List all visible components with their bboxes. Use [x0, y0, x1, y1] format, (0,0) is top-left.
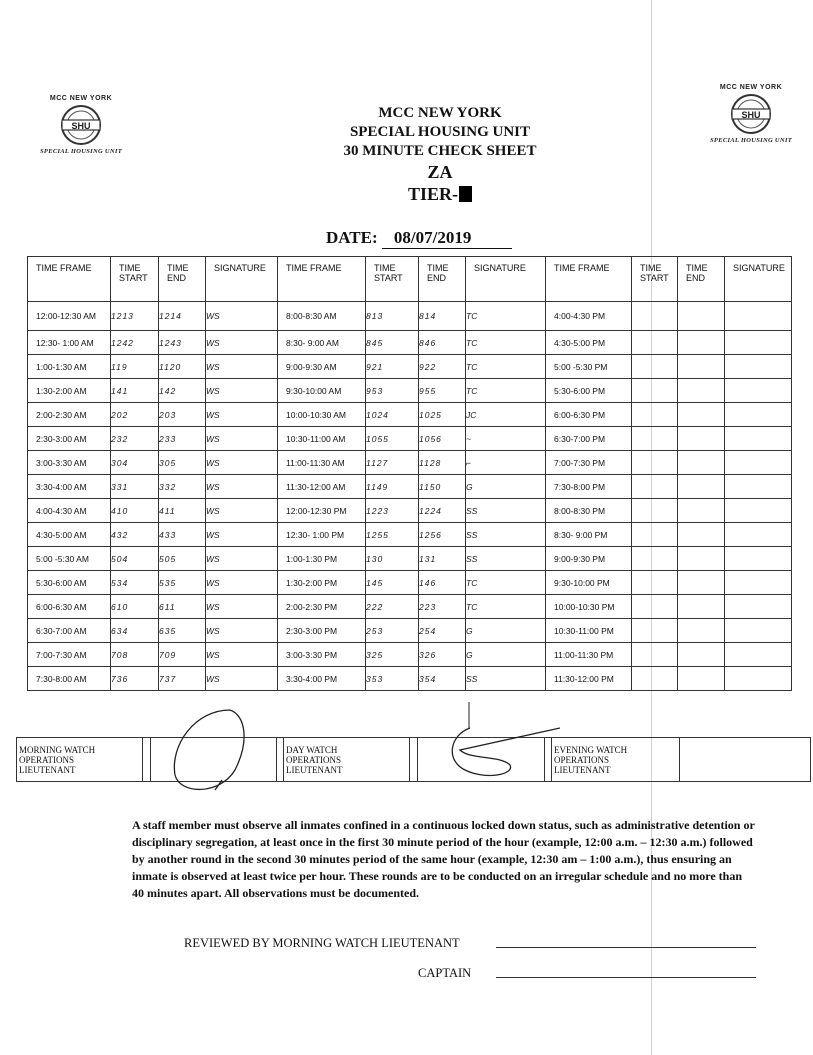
signature-cell[interactable] — [725, 403, 792, 427]
signature-cell[interactable]: SS — [466, 667, 546, 691]
time-start-cell[interactable] — [632, 571, 678, 595]
time-start-cell[interactable]: 410 — [111, 499, 159, 523]
time-start-cell[interactable] — [632, 331, 678, 355]
table-row — [28, 331, 792, 355]
time-start-cell[interactable]: 1255 — [366, 523, 419, 547]
col-time-start: TIME START — [632, 257, 678, 302]
time-end-cell[interactable]: 433 — [159, 523, 206, 547]
time-end-cell[interactable]: 1214 — [159, 302, 206, 331]
time-start-cell[interactable]: 253 — [366, 619, 419, 643]
time-start-cell[interactable] — [632, 355, 678, 379]
time-frame-cell: 12:30- 1:00 PM — [278, 523, 366, 547]
time-start-cell[interactable]: 1213 — [111, 302, 159, 331]
time-start-cell[interactable]: 232 — [111, 427, 159, 451]
time-start-cell[interactable]: 634 — [111, 619, 159, 643]
time-start-cell[interactable] — [632, 302, 678, 331]
shu-emblem-icon — [729, 93, 773, 135]
time-frame-cell: 7:30-8:00 AM — [28, 667, 111, 691]
signature-cell[interactable]: WS — [206, 643, 278, 667]
time-end-cell[interactable]: 846 — [419, 331, 466, 355]
time-frame-cell: 3:00-3:30 AM — [28, 451, 111, 475]
time-frame-cell: 11:30-12:00 PM — [546, 667, 632, 691]
time-frame-cell: 3:00-3:30 PM — [278, 643, 366, 667]
col-time-end: TIME END — [159, 257, 206, 302]
time-end-cell[interactable]: 223 — [419, 595, 466, 619]
time-start-cell[interactable] — [632, 475, 678, 499]
logo-right — [706, 84, 796, 144]
signature-cell[interactable]: WS — [206, 379, 278, 403]
time-end-cell[interactable] — [678, 547, 725, 571]
time-start-cell[interactable]: 610 — [111, 595, 159, 619]
time-start-cell[interactable]: 119 — [111, 355, 159, 379]
signature-cell[interactable]: WS — [206, 302, 278, 331]
time-start-cell[interactable]: 202 — [111, 403, 159, 427]
time-frame-cell: 11:30-12:00 AM — [278, 475, 366, 499]
time-start-cell[interactable] — [632, 403, 678, 427]
time-end-cell[interactable]: 814 — [419, 302, 466, 331]
time-end-cell[interactable] — [678, 403, 725, 427]
time-end-cell[interactable] — [678, 523, 725, 547]
table-row — [28, 355, 792, 379]
signature-cell[interactable]: WS — [206, 667, 278, 691]
time-end-cell[interactable]: 326 — [419, 643, 466, 667]
signature-cell[interactable] — [725, 547, 792, 571]
time-frame-cell: 7:30-8:00 PM — [546, 475, 632, 499]
time-end-cell[interactable] — [678, 475, 725, 499]
time-end-cell[interactable]: 131 — [419, 547, 466, 571]
instructions-text: A staff member must observe all inmates confined in a continuous locked down status, such as administrative detention or disciplinary segregation, at least once in the first 30 minute period of the hour (example, 12:00 a.m. – 12:30 a.m.) followed by another round in the second 30 minutes period of the same hour (example, 12:30 am – 1:00 a.m.), thus ensuring an inmate is observed at least twice per hour. These rounds are to be conducted on an irregular schedule and no more than 40 minutes apart. All observations must be documented. — [132, 818, 755, 900]
time-start-cell[interactable]: 145 — [366, 571, 419, 595]
time-frame-cell: 9:00-9:30 AM — [278, 355, 366, 379]
time-start-cell[interactable]: 953 — [366, 379, 419, 403]
time-start-cell[interactable]: 331 — [111, 475, 159, 499]
signature-cell[interactable]: TC — [466, 571, 546, 595]
time-frame-cell: 5:00 -5:30 PM — [546, 355, 632, 379]
time-start-cell[interactable] — [632, 595, 678, 619]
time-frame-cell: 7:00-7:30 AM — [28, 643, 111, 667]
time-frame-cell: 6:30-7:00 AM — [28, 619, 111, 643]
watch-spacer — [143, 738, 151, 782]
signature-cell[interactable] — [725, 499, 792, 523]
time-frame-cell: 4:30-5:00 AM — [28, 523, 111, 547]
table-row — [28, 667, 792, 691]
table-row — [28, 379, 792, 403]
signature-cell[interactable] — [725, 619, 792, 643]
signature-cell[interactable]: SS — [466, 499, 546, 523]
signature-cell[interactable]: WS — [206, 331, 278, 355]
signature-cell[interactable]: WS — [206, 523, 278, 547]
time-frame-cell: 8:30- 9:00 AM — [278, 331, 366, 355]
time-frame-cell: 12:00-12:30 PM — [278, 499, 366, 523]
time-start-cell[interactable] — [632, 499, 678, 523]
time-end-cell[interactable] — [678, 427, 725, 451]
signature-cell[interactable] — [725, 331, 792, 355]
signature-cell[interactable] — [725, 667, 792, 691]
emblem-text: SHU — [71, 121, 91, 131]
signature-cell[interactable]: TC — [466, 331, 546, 355]
time-frame-cell: 6:00-6:30 PM — [546, 403, 632, 427]
date-label: DATE: — [326, 228, 378, 247]
time-frame-cell: 6:00-6:30 AM — [28, 595, 111, 619]
time-frame-cell: 1:00-1:30 PM — [278, 547, 366, 571]
time-frame-cell: 11:00-11:30 AM — [278, 451, 366, 475]
time-start-cell[interactable]: 534 — [111, 571, 159, 595]
signature-cell[interactable] — [725, 355, 792, 379]
time-frame-cell: 10:30-11:00 AM — [278, 427, 366, 451]
time-end-cell[interactable]: 1128 — [419, 451, 466, 475]
reviewed-by-label: REVIEWED BY MORNING WATCH LIEUTENANT — [184, 936, 460, 950]
logo-top-text: MCC NEW YORK — [719, 84, 783, 91]
time-end-cell[interactable]: 635 — [159, 619, 206, 643]
signature-cell[interactable]: WS — [206, 403, 278, 427]
logo-bottom-text: SPECIAL HOUSING UNIT — [40, 148, 122, 155]
time-end-cell[interactable] — [678, 571, 725, 595]
table-row — [28, 403, 792, 427]
time-end-cell[interactable]: 922 — [419, 355, 466, 379]
time-end-cell[interactable]: 611 — [159, 595, 206, 619]
time-frame-cell: 9:30-10:00 AM — [278, 379, 366, 403]
time-start-cell[interactable]: 1024 — [366, 403, 419, 427]
time-end-cell[interactable] — [678, 302, 725, 331]
time-start-cell[interactable]: 1149 — [366, 475, 419, 499]
signature-cell[interactable] — [725, 595, 792, 619]
watch-spacer — [277, 738, 284, 782]
tier-line — [290, 183, 590, 205]
time-frame-cell: 10:00-10:30 PM — [546, 595, 632, 619]
redaction-box — [459, 186, 472, 202]
time-start-cell[interactable]: 353 — [366, 667, 419, 691]
time-start-cell[interactable]: 141 — [111, 379, 159, 403]
time-start-cell[interactable]: 1242 — [111, 331, 159, 355]
col-signature: SIGNATURE — [206, 257, 278, 302]
signature-cell[interactable]: SS — [466, 523, 546, 547]
logo-left — [36, 95, 126, 155]
header-line2: SPECIAL HOUSING UNIT — [349, 124, 531, 140]
time-start-cell[interactable] — [632, 523, 678, 547]
time-end-cell[interactable] — [678, 667, 725, 691]
time-end-cell[interactable] — [678, 355, 725, 379]
date-value[interactable]: 08/07/2019 — [382, 228, 512, 249]
time-start-cell[interactable] — [632, 619, 678, 643]
time-start-cell[interactable]: 708 — [111, 643, 159, 667]
table-row — [28, 547, 792, 571]
table-row — [28, 571, 792, 595]
time-end-cell[interactable]: 142 — [159, 379, 206, 403]
time-end-cell[interactable]: 332 — [159, 475, 206, 499]
table-row — [28, 427, 792, 451]
time-frame-cell: 11:00-11:30 PM — [546, 643, 632, 667]
shu-emblem-icon — [59, 104, 103, 146]
time-frame-cell: 3:30-4:00 AM — [28, 475, 111, 499]
day-watch-label: DAY WATCH OPERATIONS LIEUTENANT — [284, 738, 410, 782]
signature-cell[interactable] — [725, 475, 792, 499]
captain-label: CAPTAIN — [418, 966, 472, 980]
time-end-cell[interactable]: 1256 — [419, 523, 466, 547]
table-row — [28, 643, 792, 667]
col-time-start: TIME START — [111, 257, 159, 302]
captain-signature-line[interactable] — [496, 977, 756, 978]
signature-cell[interactable]: TC — [466, 302, 546, 331]
signature-cell[interactable]: WS — [206, 595, 278, 619]
signature-cell[interactable]: G — [466, 619, 546, 643]
header-line1: MCC NEW YORK — [378, 105, 502, 121]
time-frame-cell: 8:00-8:30 PM — [546, 499, 632, 523]
col-time-end: TIME END — [419, 257, 466, 302]
table-row — [28, 523, 792, 547]
time-end-cell[interactable]: 955 — [419, 379, 466, 403]
signature-cell[interactable]: TC — [466, 595, 546, 619]
signature-cell[interactable]: WS — [206, 475, 278, 499]
time-start-cell[interactable] — [632, 547, 678, 571]
table-row — [28, 302, 792, 331]
signature-cell[interactable] — [725, 643, 792, 667]
time-frame-cell: 4:00-4:30 AM — [28, 499, 111, 523]
time-start-cell[interactable]: 504 — [111, 547, 159, 571]
time-start-cell[interactable]: 845 — [366, 331, 419, 355]
time-start-cell[interactable]: 222 — [366, 595, 419, 619]
watch-signatures — [16, 737, 811, 782]
time-frame-cell: 5:00 -5:30 AM — [28, 547, 111, 571]
col-time-frame: TIME FRAME — [28, 257, 111, 302]
signature-cell[interactable] — [725, 571, 792, 595]
time-end-cell[interactable] — [678, 499, 725, 523]
emblem-text: SHU — [741, 110, 761, 120]
time-frame-cell: 2:00-2:30 PM — [278, 595, 366, 619]
time-end-cell[interactable]: 737 — [159, 667, 206, 691]
signature-cell[interactable]: TC — [466, 355, 546, 379]
time-frame-cell: 5:30-6:00 PM — [546, 379, 632, 403]
time-frame-cell: 1:30-2:00 PM — [278, 571, 366, 595]
time-start-cell[interactable] — [632, 667, 678, 691]
date-line — [326, 228, 512, 249]
time-end-cell[interactable] — [678, 595, 725, 619]
time-end-cell[interactable]: 1056 — [419, 427, 466, 451]
col-signature: SIGNATURE — [725, 257, 792, 302]
time-end-cell[interactable]: 535 — [159, 571, 206, 595]
time-start-cell[interactable]: 921 — [366, 355, 419, 379]
signature-cell[interactable]: WS — [206, 547, 278, 571]
time-end-cell[interactable]: 1150 — [419, 475, 466, 499]
time-end-cell[interactable]: 1243 — [159, 331, 206, 355]
logo-bottom-text: SPECIAL HOUSING UNIT — [710, 137, 792, 144]
signature-cell[interactable]: ⌐ — [466, 451, 546, 475]
time-end-cell[interactable] — [678, 619, 725, 643]
time-start-cell[interactable]: 1127 — [366, 451, 419, 475]
time-start-cell[interactable] — [632, 427, 678, 451]
signature-cell[interactable]: SS — [466, 547, 546, 571]
time-start-cell[interactable] — [632, 643, 678, 667]
time-frame-cell: 7:00-7:30 PM — [546, 451, 632, 475]
col-time-end: TIME END — [678, 257, 725, 302]
stray-pen-mark — [466, 700, 472, 730]
time-start-cell[interactable]: 736 — [111, 667, 159, 691]
lieutenant-signature-line[interactable] — [496, 947, 756, 948]
col-time-frame: TIME FRAME — [278, 257, 366, 302]
time-frame-cell: 2:30-3:00 AM — [28, 427, 111, 451]
time-frame-cell: 10:30-11:00 PM — [546, 619, 632, 643]
time-end-cell[interactable] — [678, 379, 725, 403]
time-end-cell[interactable]: 709 — [159, 643, 206, 667]
time-frame-cell: 8:00-8:30 AM — [278, 302, 366, 331]
watch-spacer — [410, 738, 418, 782]
form-header — [290, 104, 590, 205]
evening-watch-label: EVENING WATCH OPERATIONS LIEUTENANT — [552, 738, 680, 782]
signature-cell[interactable] — [725, 379, 792, 403]
signature-cell[interactable]: WS — [206, 427, 278, 451]
time-frame-cell: 3:30-4:00 PM — [278, 667, 366, 691]
time-start-cell[interactable] — [632, 379, 678, 403]
col-time-frame: TIME FRAME — [546, 257, 632, 302]
table-row — [28, 475, 792, 499]
logo-top-text: MCC NEW YORK — [49, 95, 113, 102]
time-end-cell[interactable]: 505 — [159, 547, 206, 571]
time-end-cell[interactable]: 1224 — [419, 499, 466, 523]
time-frame-cell: 9:00-9:30 PM — [546, 547, 632, 571]
signature-cell[interactable]: JC — [466, 403, 546, 427]
signature-cell[interactable] — [725, 302, 792, 331]
signature-cell[interactable]: WS — [206, 499, 278, 523]
header-line3: 30 MINUTE CHECK SHEET — [343, 143, 537, 159]
time-frame-cell: 9:30-10:00 PM — [546, 571, 632, 595]
signature-cell[interactable] — [725, 427, 792, 451]
col-time-start: TIME START — [366, 257, 419, 302]
signature-cell[interactable]: G — [466, 643, 546, 667]
time-start-cell[interactable]: 304 — [111, 451, 159, 475]
table-row — [28, 619, 792, 643]
time-end-cell[interactable]: 254 — [419, 619, 466, 643]
morning-watch-signature[interactable] — [151, 738, 277, 782]
col-signature: SIGNATURE — [466, 257, 546, 302]
time-end-cell[interactable]: 354 — [419, 667, 466, 691]
signature-cell[interactable]: ~ — [466, 427, 546, 451]
signature-cell[interactable]: WS — [206, 619, 278, 643]
time-frame-cell: 12:30- 1:00 AM — [28, 331, 111, 355]
table-row — [28, 595, 792, 619]
time-start-cell[interactable]: 325 — [366, 643, 419, 667]
time-end-cell[interactable]: 1025 — [419, 403, 466, 427]
check-grid — [27, 256, 792, 691]
table-row — [28, 499, 792, 523]
time-frame-cell: 8:30- 9:00 PM — [546, 523, 632, 547]
time-frame-cell: 10:00-10:30 AM — [278, 403, 366, 427]
time-frame-cell: 6:30-7:00 PM — [546, 427, 632, 451]
time-frame-cell: 2:30-3:00 PM — [278, 619, 366, 643]
signature-cell[interactable]: G — [466, 475, 546, 499]
time-start-cell[interactable]: 813 — [366, 302, 419, 331]
grid-header-row — [28, 257, 792, 302]
time-start-cell[interactable]: 1055 — [366, 427, 419, 451]
time-end-cell[interactable]: 233 — [159, 427, 206, 451]
time-frame-cell: 5:30-6:00 AM — [28, 571, 111, 595]
time-frame-cell: 4:00-4:30 PM — [546, 302, 632, 331]
watch-spacer — [545, 738, 552, 782]
signature-cell[interactable]: TC — [466, 379, 546, 403]
time-start-cell[interactable] — [632, 451, 678, 475]
time-start-cell[interactable]: 432 — [111, 523, 159, 547]
time-end-cell[interactable]: 146 — [419, 571, 466, 595]
time-end-cell[interactable] — [678, 451, 725, 475]
unit-label: ZA — [427, 162, 453, 182]
time-frame-cell: 2:00-2:30 AM — [28, 403, 111, 427]
signature-cell[interactable]: WS — [206, 571, 278, 595]
time-end-cell[interactable]: 1120 — [159, 355, 206, 379]
signature-cell[interactable]: WS — [206, 355, 278, 379]
time-frame-cell: 4:30-5:00 PM — [546, 331, 632, 355]
time-end-cell[interactable] — [678, 643, 725, 667]
morning-watch-label: MORNING WATCH OPERATIONS LIEUTENANT — [17, 738, 143, 782]
time-frame-cell: 12:00-12:30 AM — [28, 302, 111, 331]
table-row — [28, 451, 792, 475]
tier-label: TIER- — [407, 184, 458, 204]
signature-cell[interactable] — [725, 523, 792, 547]
signature-cell[interactable]: WS — [206, 451, 278, 475]
time-end-cell[interactable]: 203 — [159, 403, 206, 427]
time-end-cell[interactable] — [678, 331, 725, 355]
day-watch-signature[interactable] — [418, 738, 545, 782]
time-frame-cell: 1:00-1:30 AM — [28, 355, 111, 379]
time-start-cell[interactable]: 1223 — [366, 499, 419, 523]
time-end-cell[interactable]: 305 — [159, 451, 206, 475]
time-frame-cell: 1:30-2:00 AM — [28, 379, 111, 403]
time-end-cell[interactable]: 411 — [159, 499, 206, 523]
evening-watch-signature[interactable] — [680, 738, 811, 782]
signature-cell[interactable] — [725, 451, 792, 475]
time-start-cell[interactable]: 130 — [366, 547, 419, 571]
